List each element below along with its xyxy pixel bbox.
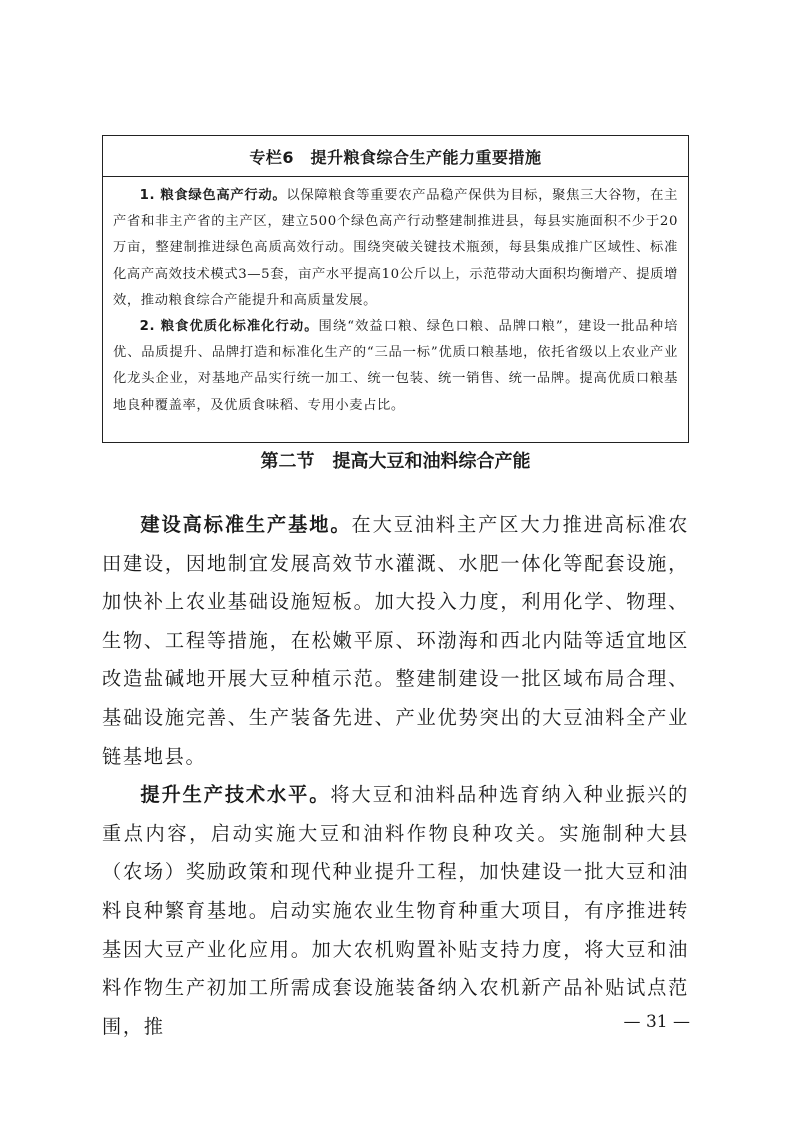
- box-item-text: 围绕“效益口粮、绿色口粮、品牌口粮”，建设一批品种培优、品质提升、品牌打造和标准化生产的“三品一标”优质口粮基地，依托省级以上农业产业化龙头企业，对基地产品实行统一加工、统一包装、统一销售、统一品牌。提高优质口粮基地良种覆盖率，及优质食味稻、专用小麦占比。: [113, 319, 678, 413]
- section-heading: 第二节 提高大豆和油料综合产能: [260, 451, 531, 472]
- box-title: 专栏6 提升粮食综合生产能力重要措施: [103, 136, 688, 177]
- paragraph-text: 在大豆油料主产区大力推进高标准农田建设，因地制宜发展高效节水灌溉、水肥一体化等配套设施，加快补上农业基础设施短板。加大投入力度，利用化学、物理、生物、工程等措施，在松嫩平原、环渤海和西北内陆等适宜地区改造盐碱地开展大豆种植示范。整建制建设一批区域布局合理、基础设施完善、生产装备先进、产业优势突出的大豆油料全产业链基地县。: [102, 513, 690, 768]
- paragraph-lead: 提升生产技术水平。: [140, 783, 331, 807]
- box-item-lead: 1. 粮食绿色高产行动。: [139, 188, 287, 203]
- paragraph: [102, 776, 689, 1046]
- box-item: [113, 183, 678, 314]
- page-number: — 31 —: [623, 1012, 690, 1032]
- box-item-text: 以保障粮食等重要农产品稳产保供为目标，聚焦三大谷物，在主产省和非主产省的主产区，建立500个绿色高产行动整建制推进县，每县实施面积不少于20万亩，整建制推进绿色高质高效行动。围绕突破关键技术瓶颈，每县集成推广区域性、标准化高产高效技术模式3—5套，亩产水平提高10公斤以上，示范带动大面积均衡增产、提质增效，推动粮食综合产能提升和高质量发展。: [113, 188, 678, 308]
- box-item-lead: 2. 粮食优质化标准化行动。: [139, 319, 319, 335]
- paragraph: [102, 506, 689, 776]
- feature-box: [102, 135, 689, 443]
- box-item: [113, 314, 678, 419]
- paragraph-lead: 建设高标准生产基地。: [140, 513, 352, 536]
- main-text: [102, 506, 689, 1046]
- paragraph-text: 将大豆和油料品种选育纳入种业振兴的重点内容，启动实施大豆和油料作物良种攻关。实施制种大县（农场）奖励政策和现代种业提升工程，加快建设一批大豆和油料良种繁育基地。启动实施农业生物育种重大项目，有序推进转基因大豆产业化应用。加大农机购置补贴支持力度，将大豆和油料作物生产初加工所需成套设施装备纳入农机新产品补贴试点范围，推: [102, 783, 689, 1038]
- box-body: [103, 177, 688, 419]
